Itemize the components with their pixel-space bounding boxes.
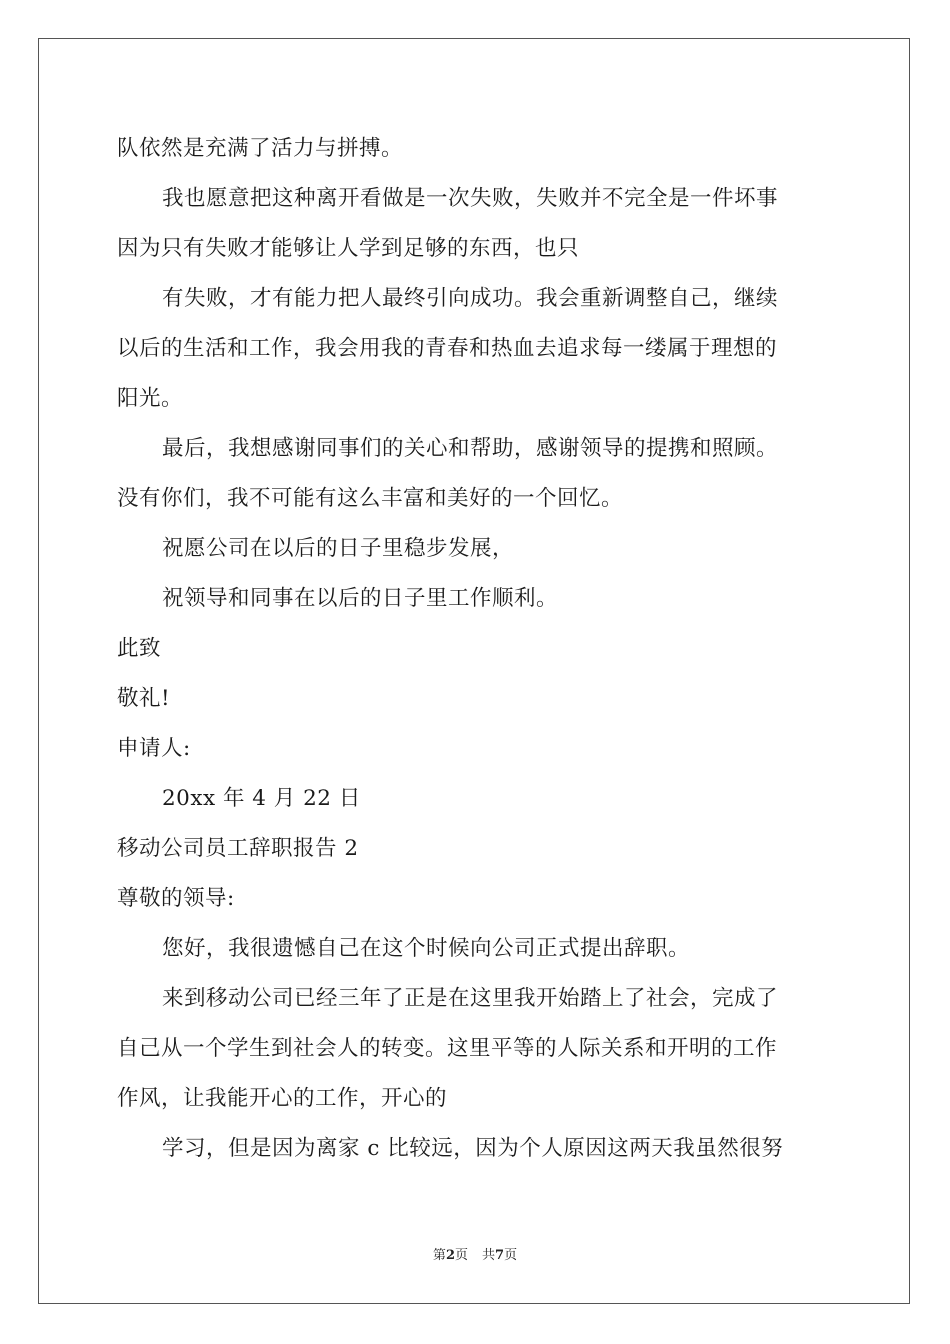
text-line: 没有你们，我不可能有这么丰富和美好的一个回忆。 [117, 486, 624, 511]
text-line: 您好，我很遗憾自己在这个时候向公司正式提出辞职。 [162, 936, 691, 961]
text-line: 有失败，才有能力把人最终引向成功。我会重新调整自己，继续 [162, 286, 779, 311]
section-title: 移动公司员工辞职报告 2 [117, 836, 359, 861]
page-prefix: 第 [432, 1248, 446, 1263]
total-prefix: 共 [482, 1248, 496, 1263]
text-line: 队依然是充满了活力与拼搏。 [117, 136, 404, 161]
applicant-label: 申请人: [117, 736, 191, 761]
page-footer [0, 1244, 950, 1263]
text-line: 最后，我想感谢同事们的关心和帮助，感谢领导的提携和照顾。 [162, 436, 779, 461]
page-border [38, 38, 910, 1304]
total-pages: 7 [495, 1248, 505, 1263]
salutation-text: 敬礼! [117, 686, 171, 711]
text-line: 学习，但是因为离家 c 比较远，因为个人原因这两天我虽然很努 [162, 1136, 784, 1161]
closing-text: 此致 [117, 636, 162, 661]
page-suffix: 页 [454, 1248, 468, 1263]
total-suffix: 页 [504, 1248, 518, 1263]
text-line: 作风，让我能开心的工作，开心的 [117, 1086, 448, 1111]
text-line: 以后的生活和工作，我会用我的青春和热血去追求每一缕属于理想的 [117, 336, 778, 361]
text-line: 因为只有失败才能够让人学到足够的东西，也只 [117, 236, 580, 261]
page-number: 2 [445, 1248, 455, 1263]
date-text: 20xx 年 4 月 22 日 [162, 786, 361, 811]
text-line: 阳光。 [117, 386, 184, 411]
text-line: 祝领导和同事在以后的日子里工作顺利。 [162, 586, 559, 611]
text-line: 自己从一个学生到社会人的转变。这里平等的人际关系和开明的工作 [117, 1036, 778, 1061]
text-line: 祝愿公司在以后的日子里稳步发展， [162, 536, 515, 561]
text-line: 我也愿意把这种离开看做是一次失败，失败并不完全是一件坏事 [162, 186, 779, 211]
text-line: 来到移动公司已经三年了正是在这里我开始踏上了社会，完成了 [162, 986, 779, 1011]
greeting-text: 尊敬的领导: [117, 886, 235, 911]
